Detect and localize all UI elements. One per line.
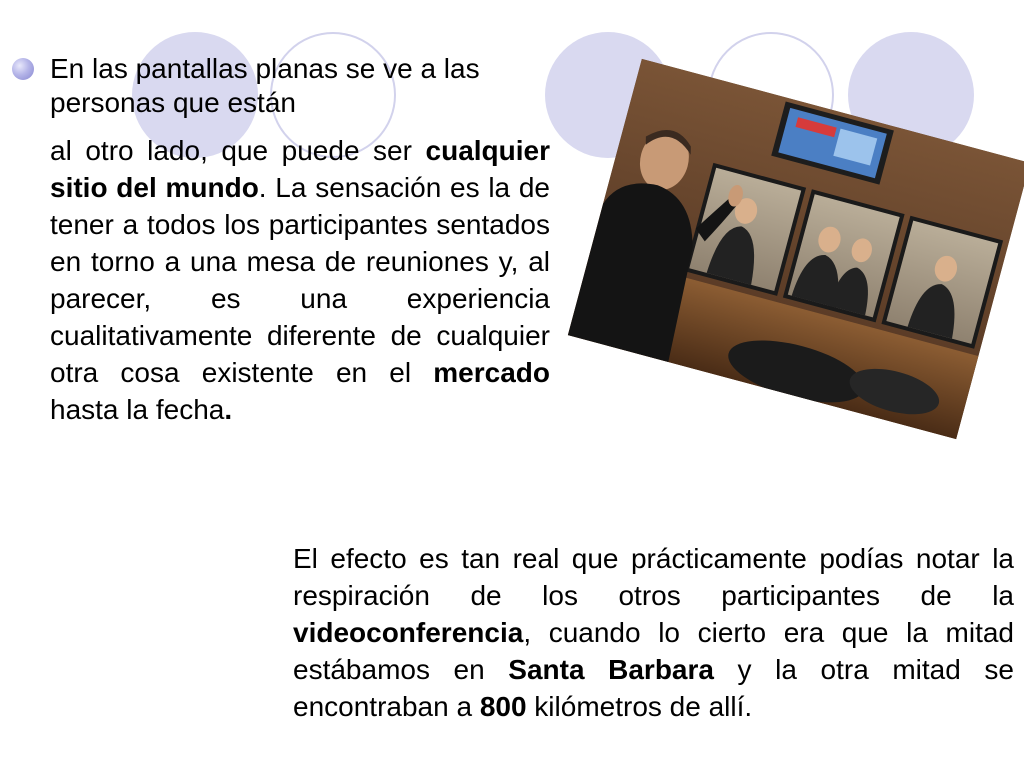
bullet-text: En las pantallas planas se ve a las personas que están bbox=[50, 53, 480, 118]
para1-bold-3: . bbox=[224, 394, 233, 425]
para2-text-2: , cuando lo cierto era que la mitad estábamos en bbox=[293, 617, 1014, 685]
para1-text-1: al otro lado, que puede ser bbox=[50, 135, 426, 166]
para2-bold-1: videoconferencia bbox=[293, 617, 524, 648]
para2-text-4: kilómetros de allí. bbox=[526, 691, 753, 722]
para1-bold-1: cualquier sitio del mundo bbox=[50, 135, 550, 203]
para2-text-3: y la otra mitad se encontraban a bbox=[293, 654, 1014, 722]
para2-bold-2: Santa Barbara bbox=[508, 654, 714, 685]
para2-text-1: El efecto es tan real que prácticamente podías notar la respiración de los otros participantes de la bbox=[293, 543, 1014, 611]
paragraph-2 bbox=[293, 540, 1014, 725]
para1-text-3: hasta la fecha bbox=[50, 394, 225, 425]
paragraph-1 bbox=[50, 132, 550, 428]
para1-text-2: . La sensación es la de tener a todos los participantes sentados en torno a una mesa de reuniones y, al parecer, es una experiencia cualitativamente diferente de cualquier otra cosa existente en el bbox=[50, 172, 550, 388]
para1-bold-2: mercado bbox=[433, 357, 550, 388]
bullet-icon bbox=[12, 58, 34, 80]
para2-bold-3: 800 bbox=[479, 691, 527, 722]
